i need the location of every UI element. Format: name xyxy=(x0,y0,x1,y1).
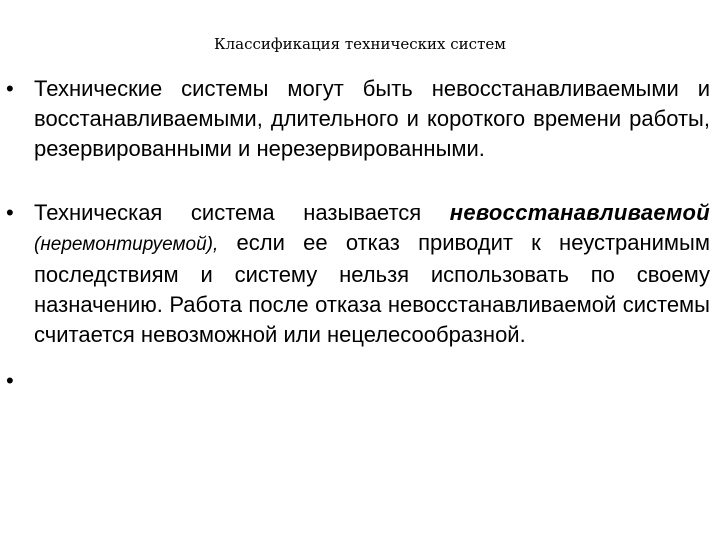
bullet-item-definition xyxy=(0,198,720,350)
bullet-dot-icon: • xyxy=(6,200,14,225)
bullet-dot-icon: • xyxy=(6,76,14,101)
alternate-term: (неремонтируемой), xyxy=(34,234,219,255)
bullet-text: Технические системы могут быть невосстанавливаемыми и восстанавливаемыми, длительного и короткого времени работы, резервированными и нерезервированными. xyxy=(34,76,710,161)
bullet-list xyxy=(0,74,720,396)
bullet-item-system-types xyxy=(0,74,720,164)
defined-term: невосстанавливаемой xyxy=(449,200,710,225)
bullet-lead-text: Техническая система называется xyxy=(34,200,450,225)
definition-text: если ее отказ приводит к неустранимым последствиям и систему нельзя использовать по своему назначению. Работа после отказа невосстанавливаемой системы считается невозможной или нецелесообразной. xyxy=(34,230,710,347)
slide-title: Классификация технических систем xyxy=(214,35,506,53)
bullet-item-empty xyxy=(0,366,720,396)
bullet-dot-icon: • xyxy=(6,368,14,393)
